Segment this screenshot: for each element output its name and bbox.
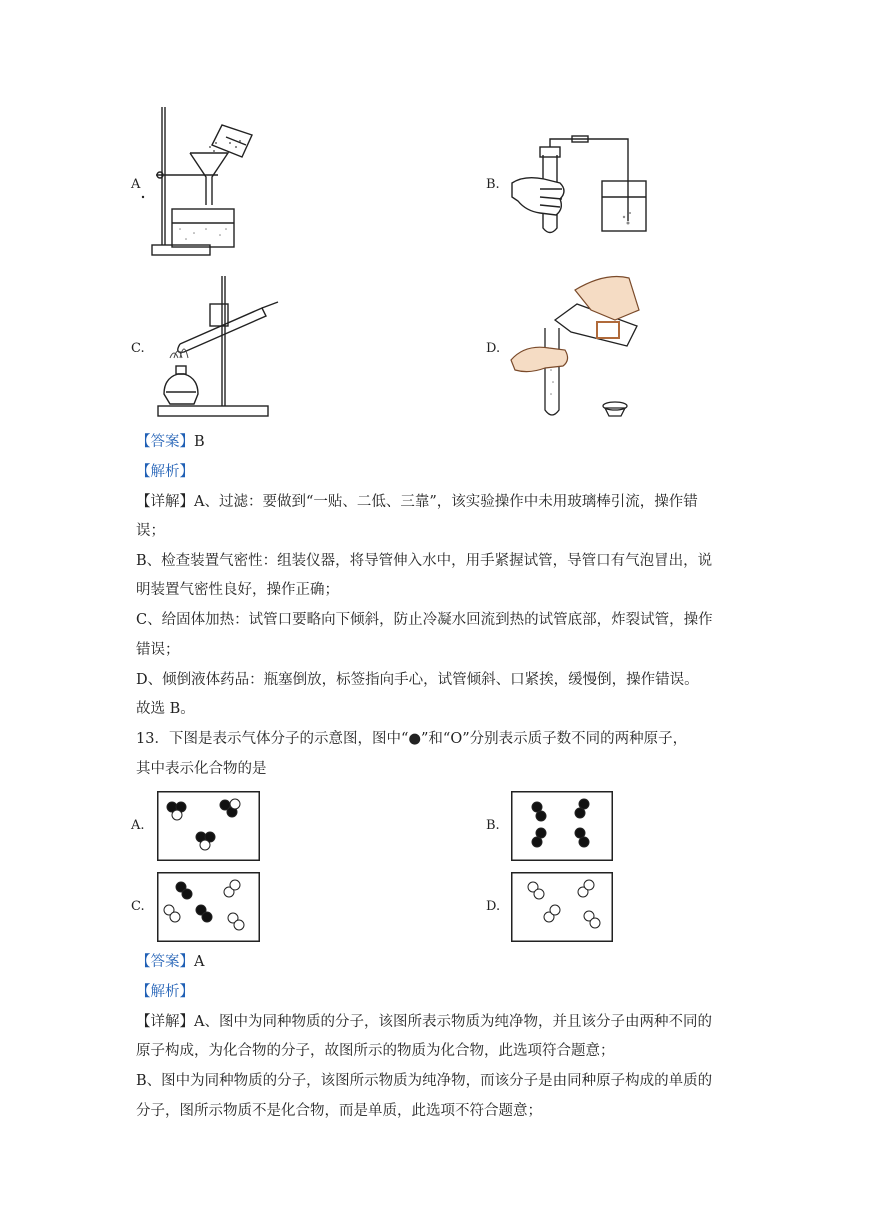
option-a-label: A <box>131 177 141 192</box>
heating-solid-image <box>150 274 280 419</box>
q12-detail-line3: B、检查装置气密性：组装仪器，将导管伸入水中，用手紧握试管，导管口有气泡冒出，说 <box>136 553 713 569</box>
airtightness-check-image <box>510 133 670 238</box>
q12-analysis-tag: 【解析】 <box>136 464 194 480</box>
q13-detail-line3: B、图中为同种物质的分子，该图所示物质为纯净物，而该分子是由同种原子构成的单质的 <box>136 1073 713 1089</box>
molecule-diagram-c <box>157 872 260 942</box>
q13-option-d-label: D. <box>486 899 501 914</box>
molecule-diagram-b <box>511 791 613 861</box>
molecule-diagram-d <box>511 872 613 942</box>
option-c-label: C. <box>131 341 145 356</box>
molecule-diagram-a <box>157 791 260 861</box>
q13-question-line2: 其中表示化合物的是 <box>136 761 267 777</box>
q12-detail-line4: 明装置气密性良好，操作正确； <box>136 582 339 598</box>
q13-detail-line1: 【详解】A、图中为同种物质的分子，该图所表示物质为纯净物，并且该分子由两种不同的 <box>136 1014 712 1030</box>
q13-option-b-label: B. <box>486 818 500 833</box>
q13-option-c-label: C. <box>131 899 145 914</box>
q13-detail-line4: 分子，图所示物质不是化合物，而是单质，此选项不符合题意； <box>136 1103 542 1119</box>
q13-detail-line2: 原子构成，为化合物的分子，故图所示的物质为化合物，此选项符合题意； <box>136 1043 615 1059</box>
option-d-label: D. <box>486 341 501 356</box>
q12-answer: 【答案】B <box>136 434 205 450</box>
q12-detail-line1: 【详解】A、过滤：要做到“一贴、二低、三靠”，该实验操作中未用玻璃棒引流，操作错 <box>136 494 698 510</box>
q13-analysis-tag: 【解析】 <box>136 984 194 1000</box>
q12-conclusion: 故选 B。 <box>136 701 195 717</box>
q12-detail-line2: 误； <box>136 523 165 539</box>
q12-detail-line7: D、倾倒液体药品：瓶塞倒放，标签指向手心，试管倾斜、口紧挨，缓慢倒，操作错误。 <box>136 672 699 688</box>
q12-detail-line5: C、给固体加热：试管口要略向下倾斜，防止冷凝水回流到热的试管底部，炸裂试管，操作 <box>136 612 713 628</box>
filtration-apparatus-image <box>150 105 260 260</box>
q13-question-line1: 13．下图是表示气体分子的示意图，图中“●”和“O”分别表示质子数不同的两种原子， <box>136 731 688 747</box>
q13-answer: 【答案】A <box>136 954 205 970</box>
option-b-label: B. <box>486 177 500 192</box>
pouring-liquid-image <box>505 270 655 420</box>
q12-detail-line6: 错误； <box>136 642 180 658</box>
q13-option-a-label: A. <box>131 818 145 833</box>
